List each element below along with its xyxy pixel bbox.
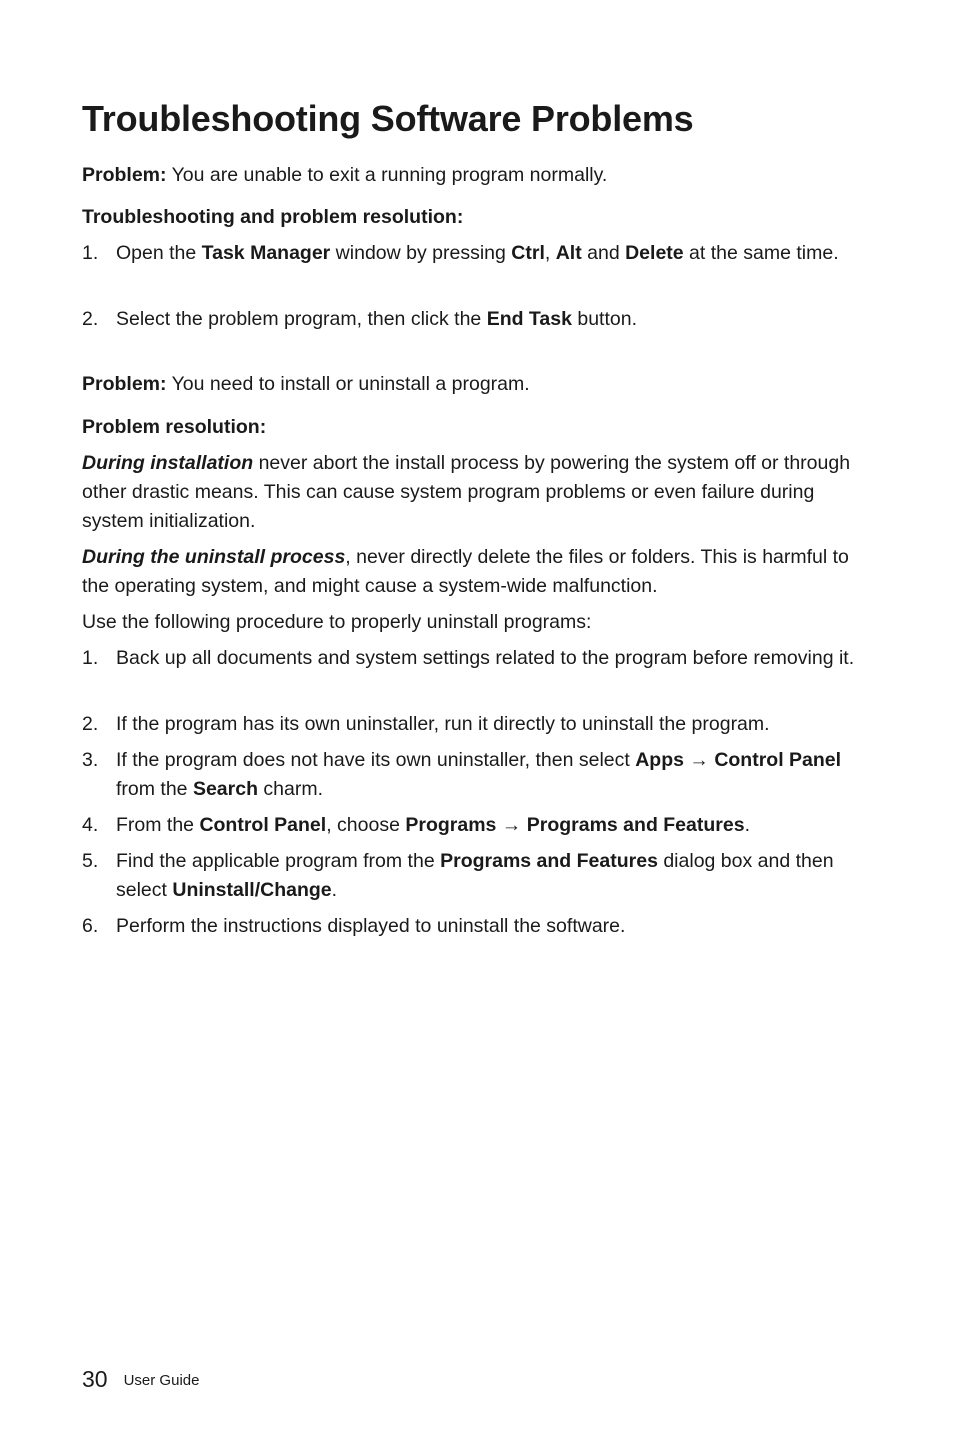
list-item [82, 710, 872, 739]
emphasis-text: During installation [82, 452, 254, 474]
text-run: Find the applicable program from the [116, 850, 441, 872]
list-text [116, 811, 866, 840]
key-alt: Alt [555, 242, 582, 264]
list-text [116, 912, 866, 941]
arrow-separator: → [683, 749, 715, 771]
ui-term-task-manager: Task Manager [201, 242, 331, 264]
paragraph-text: never abort the install process by powering the system off or through other drastic means. This can cause system program problems or even failure during system initialization. [82, 452, 851, 532]
text-run: From the [116, 814, 200, 836]
text-run: Open the [116, 242, 202, 264]
list-number: 6. [82, 915, 99, 937]
text-run: , choose [326, 814, 406, 836]
ui-term-apps: Apps [635, 749, 684, 771]
text-run: from the [116, 778, 193, 800]
paragraph-installation [82, 449, 862, 536]
page-number: 30 [82, 1366, 108, 1392]
text-run: button. [571, 308, 637, 330]
list-text [116, 710, 866, 739]
paragraph-uninstall [82, 543, 862, 601]
ui-term-uninstall-change: Uninstall/Change [172, 879, 332, 901]
ui-term-programs: Programs [405, 814, 497, 836]
list-item [82, 239, 872, 268]
text-run: at the same time. [683, 242, 839, 264]
list-number: 3. [82, 749, 99, 771]
list-number: 4. [82, 814, 99, 836]
resolution-heading-2 [82, 413, 266, 442]
text-run: , [544, 242, 556, 264]
list-number: 2. [82, 308, 99, 330]
text-run: dialog box and then select [116, 850, 834, 901]
problem-text: You need to install or uninstall a program. [166, 373, 530, 395]
problem-label: Problem: [82, 373, 167, 395]
paragraph-procedure-intro: Use the following procedure to properly uninstall programs: [82, 611, 592, 633]
text-run: . [744, 814, 750, 836]
ui-term-programs-and-features: Programs and Features [440, 850, 658, 872]
paragraph-text: , never directly delete the files or folders. This is harmful to the operating system, and might cause a system-wide malfunction. [82, 546, 849, 597]
ui-term-search: Search [192, 778, 258, 800]
list-text [116, 746, 866, 804]
text-run: and [581, 242, 626, 264]
list-text [116, 644, 866, 673]
resolution-heading-text: Troubleshooting and problem resolution: [82, 206, 464, 228]
list-number: 1. [82, 242, 99, 264]
footer-label: User Guide [123, 1372, 200, 1389]
key-delete: Delete [625, 242, 684, 264]
list-text [116, 847, 866, 905]
ui-term-control-panel: Control Panel [199, 814, 327, 836]
problem-statement-1 [82, 161, 607, 190]
list-number: 5. [82, 850, 99, 872]
resolution-heading-1 [82, 203, 463, 232]
text-run: Perform the instructions displayed to uninstall the software. [116, 915, 626, 937]
text-run: If the program does not have its own uninstaller, then select [116, 749, 636, 771]
list-item [82, 305, 872, 334]
ui-term-end-task: End Task [486, 308, 572, 330]
list-number: 1. [82, 647, 99, 669]
list-number: 2. [82, 713, 99, 735]
text-run: . [331, 879, 338, 901]
page-footer [82, 1366, 199, 1393]
arrow-separator: → [496, 814, 527, 836]
key-ctrl: Ctrl [511, 242, 545, 264]
emphasis-text: During the uninstall process [82, 546, 346, 568]
list-item [82, 912, 872, 941]
ui-term-control-panel: Control Panel [714, 749, 842, 771]
text-run: window by pressing [330, 242, 512, 264]
list-item [82, 847, 872, 905]
list-item [82, 811, 872, 840]
text-run: Select the problem program, then click the [116, 308, 487, 330]
problem-statement-2 [82, 370, 530, 399]
resolution-heading-text: Problem resolution: [82, 416, 267, 438]
ui-term-programs-and-features: Programs and Features [526, 814, 745, 836]
list-item [82, 746, 872, 804]
page-title: Troubleshooting Software Problems [82, 98, 694, 139]
text-run: If the program has its own uninstaller, run it directly to uninstall the program. [116, 713, 770, 735]
list-text [116, 305, 866, 334]
problem-text: You are unable to exit a running program normally. [166, 164, 608, 186]
problem-label: Problem: [82, 164, 167, 186]
text-run: charm. [258, 778, 324, 800]
list-text [116, 239, 866, 268]
text-run: Back up all documents and system settings related to the program before removing it. [116, 647, 855, 669]
list-item [82, 644, 872, 673]
